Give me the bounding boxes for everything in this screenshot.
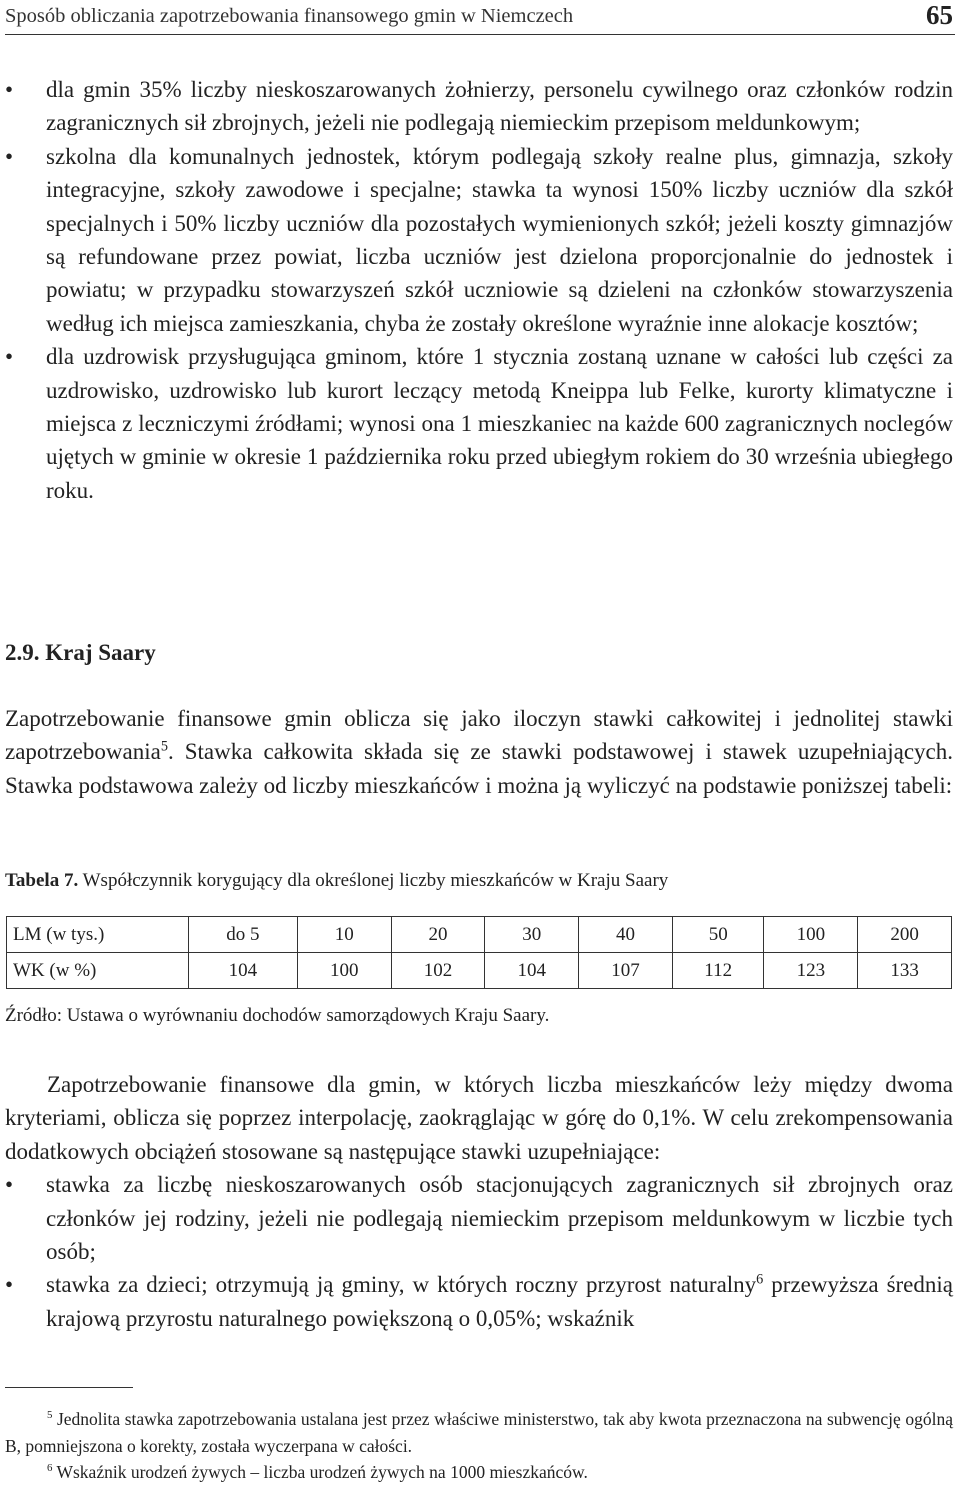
- paragraph-intro-text: Zapotrzebowanie finansowe gmin oblicza się jako iloczyn stawki całkowitej i jednolitej stawki zapotrzebowania: [5, 706, 953, 765]
- table-cell: 102: [391, 953, 485, 989]
- table-cell: 100: [297, 953, 391, 989]
- list-item: [5, 73, 953, 140]
- top-bullet-list: [5, 73, 953, 507]
- bullet-marker: •: [5, 1272, 14, 1298]
- list-item: [5, 1268, 953, 1335]
- footnote-number: 6: [47, 1462, 53, 1475]
- bullet-marker: •: [5, 143, 14, 169]
- table-row-header: LM (w tys.): [7, 917, 189, 953]
- paragraph-intro-text-continued: . Stawka całkowita składa się ze stawki podstawowej i stawek uzupełniających. Stawka podstawowa zależy od liczby mieszkańców i można ją wyliczyć na podstawie poniższej tabeli:: [5, 739, 953, 798]
- paragraph-interpolation: [5, 1068, 953, 1335]
- bottom-bullet-list: [5, 1168, 953, 1335]
- footnotes: [5, 1406, 953, 1486]
- footnote-divider: [5, 1387, 133, 1388]
- footnote-text: Jednolita stawka zapotrzebowania ustalana jest przez właściwe ministerstwo, tak aby kwota przeznaczona na subwencję ogólną B, pomniejszona o korekty, została wyczerpana w całości.: [5, 1409, 953, 1456]
- bullet-marker: •: [5, 1172, 14, 1198]
- table-cell: 20: [391, 917, 485, 953]
- running-header-title: Sposób obliczania zapotrzebowania finansowego gmin w Niemczech: [5, 5, 574, 27]
- footnote-5: [5, 1406, 953, 1459]
- footnote-6: [5, 1459, 953, 1486]
- table-cell: 107: [579, 953, 673, 989]
- table-row: [7, 953, 952, 989]
- table-caption-text: Współczynnik korygujący dla określonej liczby mieszkańców w Kraju Saary: [78, 870, 669, 891]
- table-cell: 40: [579, 917, 673, 953]
- list-item-text: stawka za dzieci; otrzymują ją gminy, w których roczny przyrost naturalny: [46, 1272, 757, 1298]
- table-cell: do 5: [189, 917, 298, 953]
- table-cell: 100: [764, 917, 858, 953]
- table-source: Źródło: Ustawa o wyrównaniu dochodów samorządowych Kraju Saary.: [5, 1005, 550, 1026]
- table-cell: 50: [672, 917, 764, 953]
- list-item: [5, 1168, 953, 1268]
- list-item-text: dla gmin 35% liczby nieskoszarowanych żołnierzy, personelu cywilnego oraz członków rodzin zagranicznych sił zbrojnych, jeżeli nie podlegają niemieckim przepisom meldunkowym;: [46, 77, 953, 136]
- paragraph-interpolation-text: Zapotrzebowanie finansowe dla gmin, w których liczba mieszkańców leży między dwoma kryteriami, oblicza się poprzez interpolację, zaokrąglając w górę do 0,1%. W celu zrekompensowania dodatkowych obciążeń stosowane są następujące stawki uzupełniające:: [5, 1072, 953, 1164]
- list-item-text: dla uzdrowisk przysługująca gminom, które 1 stycznia zostaną uznane w całości lub części za uzdrowisko, uzdrowisko lub kurort leczący metodą Kneippa lub Felke, kurorty klimatyczne i miejsca z leczniczymi źródłami; wynosi ona 1 mieszkaniec na każde 600 zagranicznych noclegów ujętych w gminie w okresie 1 października roku przed ubiegłym rokiem do 30 września ubiegłego roku.: [46, 344, 953, 503]
- table-cell: 30: [485, 917, 579, 953]
- table-row: [7, 917, 952, 953]
- list-item: [5, 340, 953, 507]
- paragraph-intro: [5, 702, 953, 802]
- footnote-text: Wskaźnik urodzeń żywych – liczba urodzeń żywych na 1000 mieszkańców.: [52, 1462, 588, 1482]
- bullet-marker: •: [5, 77, 14, 102]
- section-heading: 2.9. Kraj Saary: [5, 640, 156, 665]
- table-cell: 200: [858, 917, 952, 953]
- table-cell: 104: [485, 953, 579, 989]
- table-row-header: WK (w %): [7, 953, 189, 989]
- table-caption: [5, 870, 668, 892]
- footnote-number: 5: [47, 1409, 53, 1422]
- table-cell: 133: [858, 953, 952, 989]
- running-header: [5, 0, 955, 35]
- footnote-ref-5[interactable]: 5: [160, 738, 168, 755]
- table-cell: 10: [297, 917, 391, 953]
- table-cell: 104: [189, 953, 298, 989]
- correction-coefficient-table: [6, 916, 952, 989]
- table-cell: 112: [672, 953, 764, 989]
- list-item-text-continued: przewyższa średnią krajową przyrostu naturalnego powiększoną o 0,05%; wskaźnik: [46, 1272, 953, 1331]
- table-cell: 123: [764, 953, 858, 989]
- footnote-ref-6[interactable]: 6: [756, 1271, 764, 1288]
- list-item: [5, 140, 953, 340]
- page-number: 65: [926, 0, 953, 30]
- table-caption-label: Tabela 7.: [5, 870, 79, 891]
- list-item-text: stawka za liczbę nieskoszarowanych osób stacjonujących zagranicznych sił zbrojnych oraz członków jej rodziny, jeżeli nie podlegają niemieckim przepisom meldunkowym w liczbie tych osób;: [46, 1172, 953, 1265]
- bullet-marker: •: [5, 344, 14, 370]
- list-item-text: szkolna dla komunalnych jednostek, którym podlegają szkoły realne plus, gimnazja, szkoły integracyjne, szkoły zawodowe i specjalne; stawka ta wynosi 150% liczby uczniów dla szkół specjalnych i 50% liczby uczniów dla pozostałych wymienionych szkół; jeżeli koszty gimnazjów są refundowane przez powiat, liczba uczniów jest dzielona proporcjonalnie do jednostek i powiatu; w przypadku stowarzyszeń szkół uczniowie są dzieleni na członków stowarzyszenia według ich miejsca zamieszkania, chyba że zostały określone wyraźnie inne alokacje kosztów;: [46, 143, 953, 336]
